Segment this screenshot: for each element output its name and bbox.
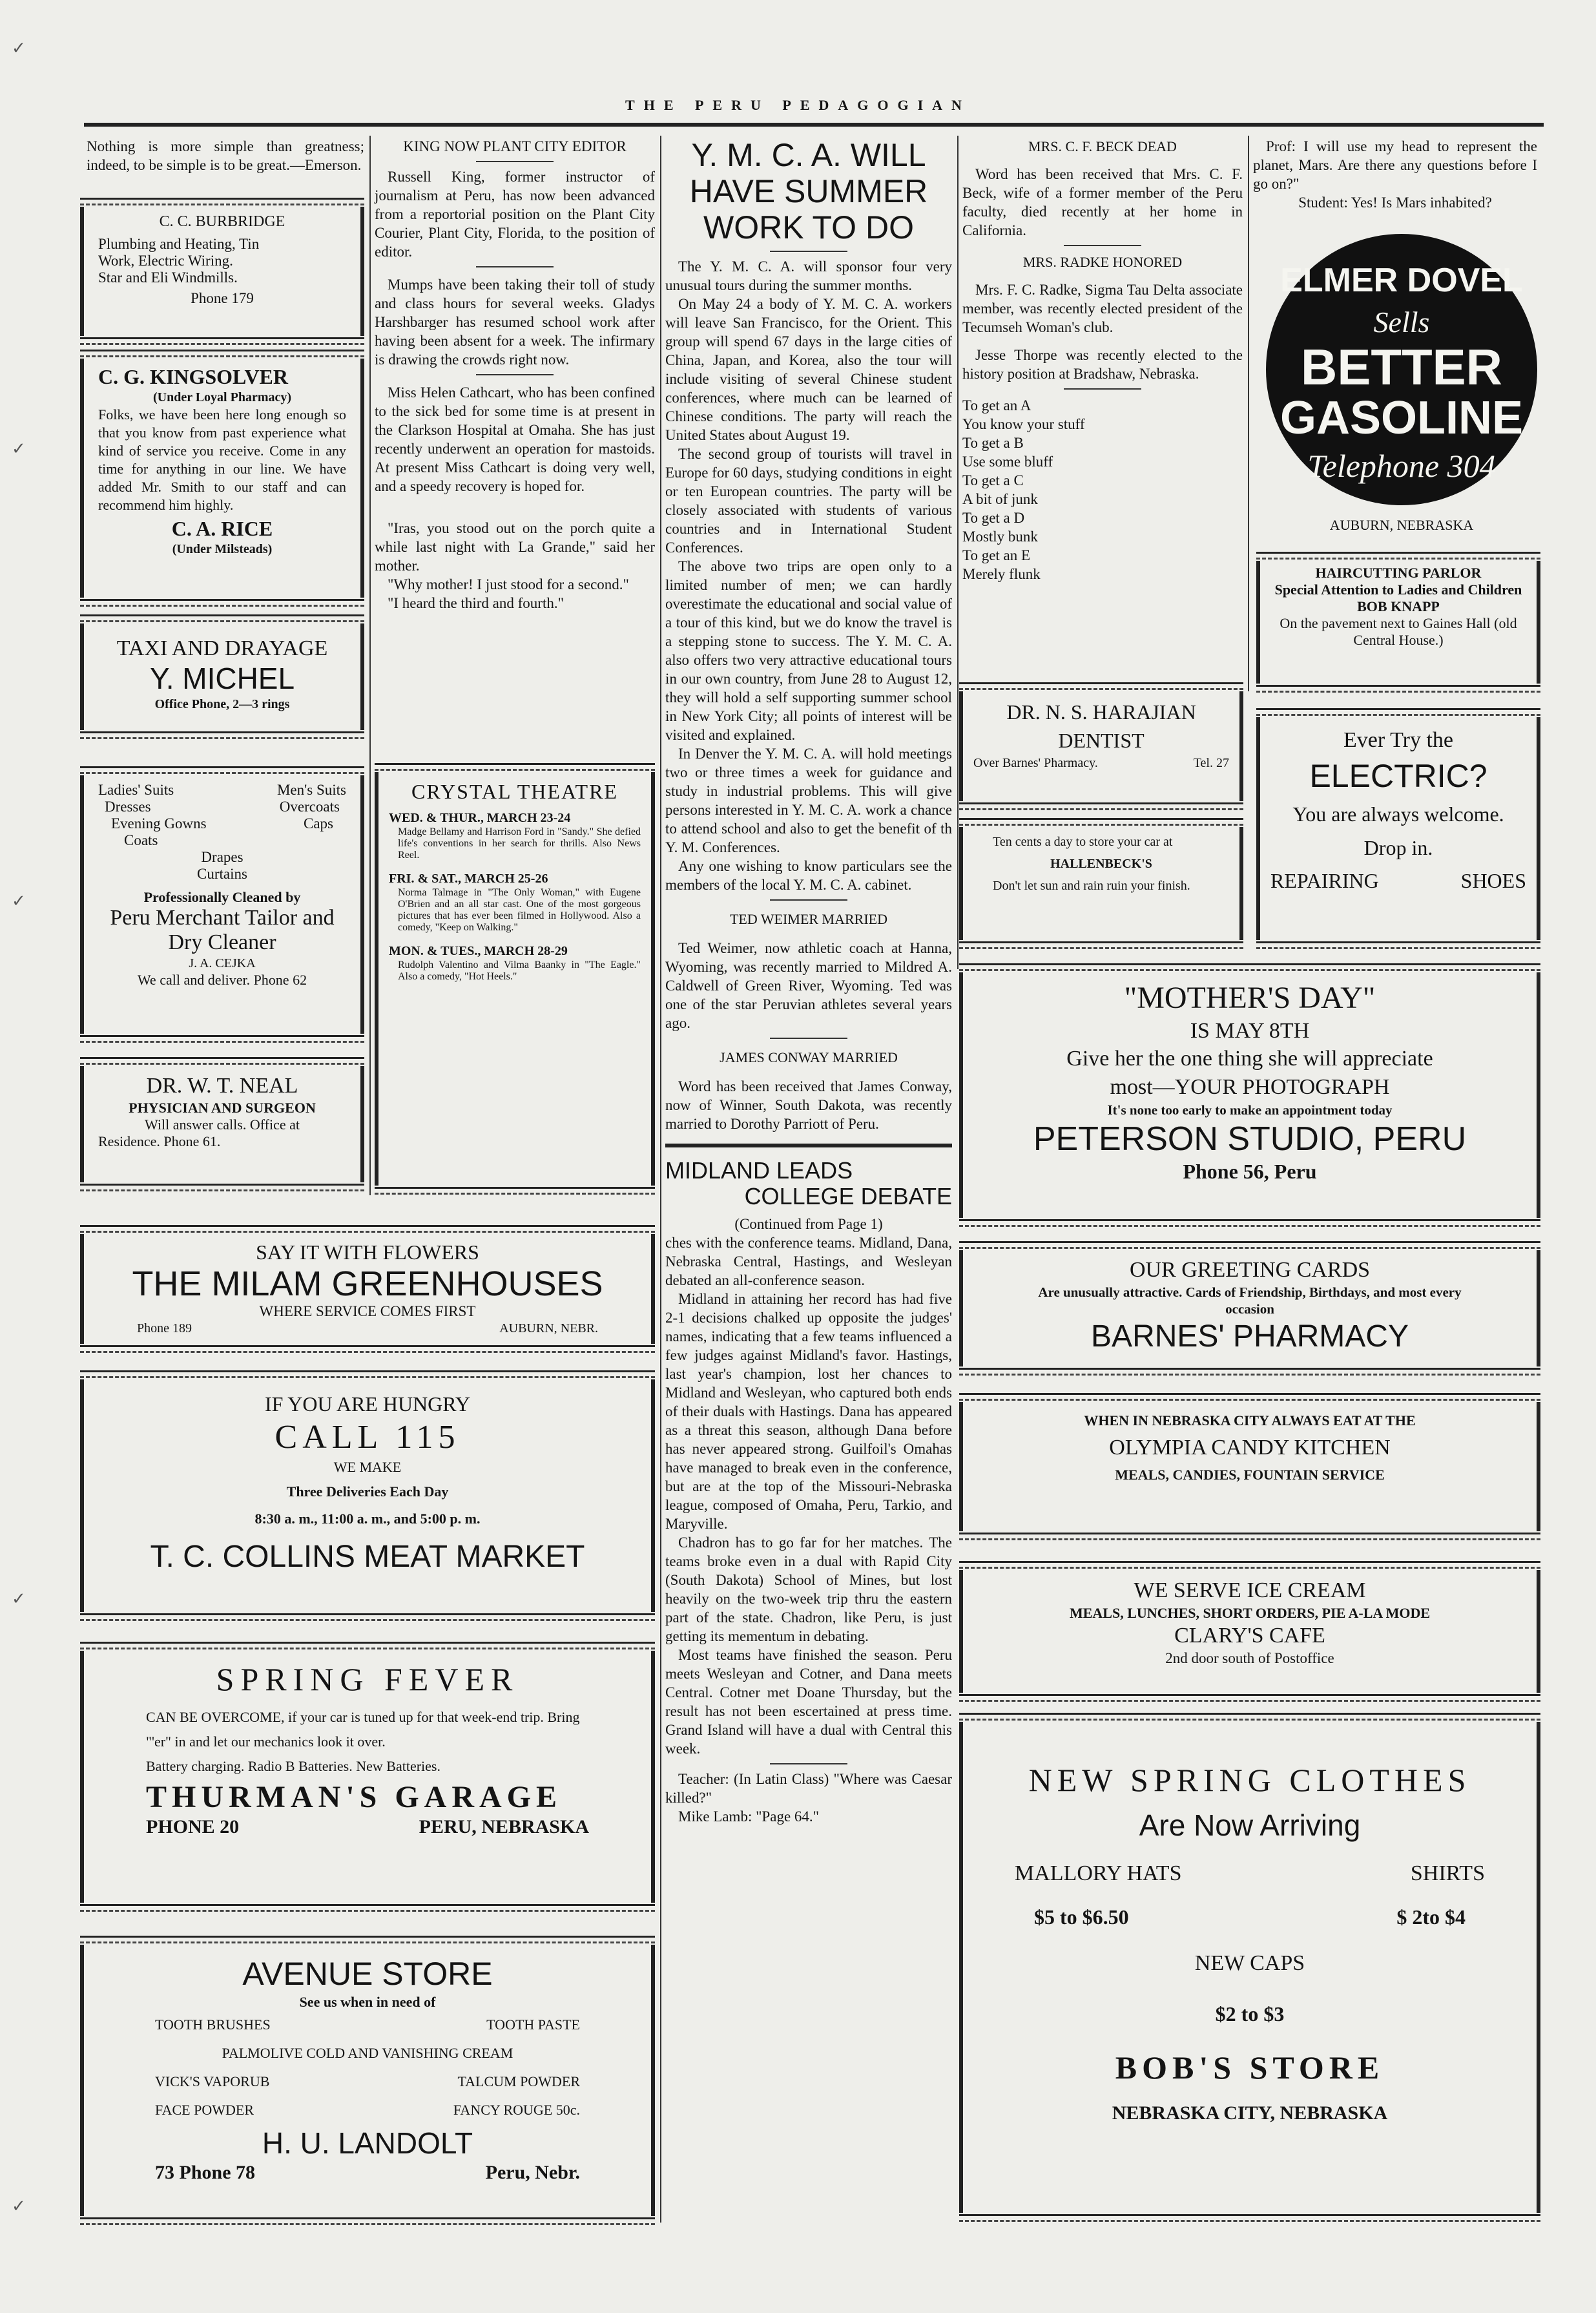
column-divider [660,136,661,2223]
ymca-paragraph: The above two trips are open only to a limited number of men; we can hardly overestimate the educational and social value of a tour of this kind, but we do know the travel is a stepping stone to success. The Y. M. C. A. also offers two very attractive educational tours in our own country, from June 28 to August 12, they will hold a self supporting summer school in New York City; all points of interest will be visited and explained. [665,558,952,743]
kingsolver-sub: (Under Loyal Pharmacy) [152,390,292,404]
collins-hours: 8:30 a. m., 11:00 a. m., and 5:00 p. m. [254,1511,481,1527]
ymca-paragraph: The Y. M. C. A. will sponsor four very unusual tours during the summer months. [665,258,952,293]
dovel-line: ELMER DOVEL [1280,262,1523,299]
bobs-name: BOB'S STORE [1115,2049,1385,2086]
neal-line: Residence. Phone 61. [98,1133,221,1149]
burbridge-name: C. C. BURBRIDGE [159,213,285,230]
avenue-location: Peru, Nebr. [485,2162,580,2183]
clary-line: WE SERVE ICE CREAM [1134,1578,1366,1602]
ymca-paragraph: The second group of tourists will travel in Europe for 60 days, studying conditions in eight or ten European countries. The party will be closely associated with students of various countries and in International Student Conferences. [665,446,952,556]
margin-mark: ✓ [12,1589,26,1608]
taxi-name: Y. MICHEL [149,662,295,695]
electric-shoe-ad [1256,717,1540,940]
collins-call: CALL 115 [275,1419,461,1456]
electric-line: You are always welcome. Drop in. [1292,802,1504,859]
taxi-title: TAXI AND DRAYAGE [116,636,328,660]
electric-name: ELECTRIC? [1309,758,1487,794]
hallenbeck-line: Don't let sun and rain ruin your finish. [993,879,1190,893]
ymca-paragraph: On May 24 a body of Y. M. C. A. workers will leave San Francisco, for the Orient. This group will spend 67 days in the large cities of China, Japan, and Korea, also the tour will include visiting of several Chinese student conferences, where much can be learned of Chinese conditions. The party will reach the United States about August 19. [665,296,952,443]
crystal-date: FRI. & SAT., MARCH 25-26 [389,872,548,886]
midland-paragraph: Chadron has to go far for her matches. The teams broke even in a dual with Rapid City (South Dakota) School of Mines, but lost heavily on the two-week trip thru the eastern part of the state. Chadron, like Peru, is just getting its mementum in debating. [665,1534,952,1644]
bobs-store-ad [959,1722,1540,2213]
crystal-feature: Norma Talmage in "The Only Woman," with Eugene O'Brien and an all star cast. One of the most gorgeous pictures that has ever been filmed in Hollywood. Also a comedy, "Keep on Walking." [398,887,641,933]
poem-line: You know your stuff [962,416,1085,432]
caesar-joke: Teacher: (In Latin Class) "Where was Caesar killed?" [665,1771,952,1806]
bobs-line: Are Now Arriving [1139,1808,1361,1842]
avenue-phone: 73 Phone 78 [155,2162,256,2183]
thurman-phone: PHONE 20 [146,1816,240,1837]
hair-name: BOB KNAPP [1357,598,1440,614]
hair-title: HAIRCUTTING PARLOR [1315,565,1482,581]
king-headline: KING NOW PLANT CITY EDITOR [403,138,627,154]
margin-mark: ✓ [12,892,26,910]
collins-line: IF YOU ARE HUNGRY [265,1392,470,1416]
radke-headline: MRS. RADKE HONORED [1022,254,1183,270]
crystal-feature: Madge Bellamy and Harrison Ford in "Sandy." She defied life's conventions in her search for thrills. Also News Reel. [398,826,641,861]
column-divider [369,136,371,1195]
poem-line: To get an A [962,397,1031,413]
collins-line: WE MAKE [333,1459,402,1475]
poem-line: Merely flunk [962,566,1041,582]
harajian-name: DR. N. S. HARAJIAN [1006,700,1196,724]
burbridge-line: Plumbing and Heating, Tin [98,236,260,252]
avenue-item: FACE POWDER [155,2102,254,2118]
column-3 [665,137,952,1826]
poem-line: A bit of junk [962,491,1038,507]
bobs-price: $5 to $6.50 [1034,1905,1129,1929]
margin-mark: ✓ [12,39,26,58]
thurman-ad [80,1651,655,1903]
thurman-body: CAN BE OVERCOME, if your car is tuned up for that week-end trip. Bring "'er" in and let our mechanics look it over. [146,1709,580,1750]
tailor-item: Curtains [197,866,247,882]
milam-line: WHERE SERVICE COMES FIRST [259,1303,476,1319]
poem-line: To get a C [962,472,1024,488]
tailor-item: Drapes [201,849,244,865]
crystal-date: WED. & THUR., MARCH 23-24 [389,811,571,825]
dovel-line: Telephone 304 [1307,448,1496,484]
tailor-name: Peru Merchant Tailor and Dry Cleaner [110,906,335,954]
column-divider [957,136,959,969]
poem-line: To get a D [962,510,1025,526]
clary-line: MEALS, LUNCHES, SHORT ORDERS, PIE A-LA MODE [1069,1605,1431,1621]
king-body: Russell King, former instructor of journalism at Peru, has now been advanced from a reportorial position on the Plant City Courier, Plant City, Florida, to the position of editor. [375,169,655,260]
milam-phone: Phone 189 [137,1321,192,1335]
taxi-ad [80,623,364,730]
tailor-item: Ladies' Suits [98,782,174,798]
neal-ad [80,1066,364,1182]
midland-headline: COLLEGE DEBATE [744,1183,952,1209]
crystal-title: CRYSTAL THEATRE [411,780,618,803]
tailor-clean: Professionally Cleaned by [143,889,301,905]
peterson-ad [959,972,1540,1218]
peterson-phone: Phone 56, Peru [1183,1160,1317,1183]
masthead-rule [84,123,1544,127]
milam-ad [80,1234,655,1344]
neal-line: Will answer calls. Office at [144,1116,300,1133]
column-1 [87,137,364,174]
electric-line: Ever Try the [1343,728,1453,752]
thurman-location: PERU, NEBRASKA [419,1816,589,1837]
mumps-item: Mumps have been taking their toll of study and class hours for several weeks. Gladys Harshbarger has resumed school work after having been absent for a week. The infirmary is drawing the crowds right now. [375,277,655,368]
bobs-location: NEBRASKA CITY, NEBRASKA [1112,2102,1388,2124]
kingsolver-body: Folks, we have been here long enough so that you know from past experience what kind of service you receive. Come in any time for anything in our line. We have added Mr. Smith to our staff and can recommend him highly. [98,406,346,513]
tailor-ad [80,775,364,1034]
barnes-line: Are unusually attractive. Cards of Friendship, Birthdays, and most every occasion [1038,1284,1462,1317]
peterson-line: Give her the one thing she will appreciate [1066,1047,1433,1071]
clary-name: CLARY'S CAFE [1174,1624,1325,1648]
olympia-ad [959,1402,1540,1531]
dovel-line: BETTER [1301,339,1502,395]
kingsolver-name: C. G. KINGSOLVER [98,365,288,388]
dovel-line: GASOLINE [1280,392,1524,444]
barnes-name: BARNES' PHARMACY [1091,1319,1409,1354]
bobs-item: SHIRTS [1410,1861,1485,1885]
midland-headline: MIDLAND LEADS [665,1157,853,1184]
poem-line: Mostly bunk [962,529,1038,545]
olympia-name: OLYMPIA CANDY KITCHEN [1109,1436,1391,1460]
tailor-deliver: We call and deliver. Phone 62 [137,972,307,988]
harajian-title: DENTIST [1058,729,1145,752]
avenue-item: FANCY ROUGE 50c. [453,2102,580,2118]
burbridge-ad [80,207,364,336]
harajian-address: Over Barnes' Pharmacy. [973,756,1098,770]
collins-ad [80,1379,655,1612]
cathcart-item: Miss Helen Cathcart, who has been confined to the sick bed for some time is at present in the Clarkson Hospital at Omaha. She has just recently underwent an operation for mastoids. At present Miss Cathcart is doing very well, and a speedy recovery is hoped for. [375,384,655,494]
avenue-store-ad [80,1945,655,2216]
midland-paragraph: Midland in attaining her record has had five 2-1 decisions chalked up opposite the judges' names, indicating that a few teams influenced a few judges against Midland's favor. Hastings, last year's champion, lost her chances to Midland and Wesleyan, who captured both ends of their duals with Hastings. Dana has appeared as a threat this season, although Dana before has never appeared strong. Guilfoil's Omahas have managed to break even in the conference, but are at the top of the Missouri-Nebraska league, composed of Omaha, Peru, Tarkio, and Maryville. [665,1291,952,1532]
burbridge-line: Work, Electric Wiring. [98,253,233,269]
collins-name: T. C. COLLINS MEAT MARKET [150,1540,585,1574]
avenue-owner: H. U. LANDOLT [262,2126,473,2160]
peterson-line: most—YOUR PHOTOGRAPH [1110,1075,1390,1099]
tailor-item: Evening Gowns [111,815,207,832]
barnes-ad [959,1250,1540,1366]
bobs-line: NEW SPRING CLOTHES [1028,1762,1471,1798]
peterson-line: "MOTHER'S DAY" [1124,981,1376,1015]
milam-location: AUBURN, NEBR. [499,1321,598,1335]
hair-line: Special Attention to Ladies and Children [1274,581,1522,598]
bobs-price: $2 to $3 [1215,2002,1285,2025]
crystal-date: MON. & TUES., MARCH 28-29 [389,944,568,958]
joke-line: "Iras, you stood out on the porch quite a while last night with La Grande," said her mother. [375,520,655,574]
tailor-item: Caps [304,815,333,832]
taxi-phone: Office Phone, 2—3 rings [154,697,290,711]
caesar-joke: Mike Lamb: "Page 64." [678,1808,820,1825]
clary-ad [959,1570,1540,1693]
tailor-item: Dresses [105,799,151,815]
neal-line: PHYSICIAN AND SURGEON [129,1100,316,1116]
thurman-body: Battery charging. Radio B Batteries. New Batteries. [146,1758,440,1774]
barnes-line: OUR GREETING CARDS [1129,1258,1371,1282]
radke-body: Mrs. F. C. Radke, Sigma Tau Delta associate member, was recently elected president of the Tecumseh Woman's club. [962,282,1243,335]
olympia-line: WHEN IN NEBRASKA CITY ALWAYS EAT AT THE [1084,1412,1416,1429]
collins-line: Three Deliveries Each Day [286,1483,449,1500]
midland-continued: (Continued from Page 1) [734,1216,883,1232]
margin-mark: ✓ [12,2197,26,2215]
beck-headline: MRS. C. F. BECK DEAD [1028,138,1177,154]
margin-mark: ✓ [12,439,26,458]
crystal-feature: Rudolph Valentino and Vilma Baanky in "The Eagle." Also a comedy, "Hot Heels." [398,959,641,982]
bobs-item: NEW CAPS [1194,1951,1305,1975]
dovel-location: AUBURN, NEBRASKA [1329,517,1474,533]
harajian-ad [959,691,1243,801]
conway-headline: JAMES CONWAY MARRIED [720,1049,898,1065]
burbridge-phone: Phone 179 [191,290,254,306]
ymca-headline: Y. M. C. A. WILL HAVE SUMMER WORK TO DO [689,137,928,246]
milam-name: THE MILAM GREENHOUSES [132,1264,603,1303]
neal-name: DR. W. T. NEAL [146,1074,298,1098]
midland-paragraph: ches with the conference teams. Midland, Dana, Nebraska Central, Hastings, and Wesleyan debated an all-conference season. [665,1235,952,1288]
thurman-headline: SPRING FEVER [216,1661,519,1697]
hallenbeck-ad [959,827,1243,940]
hallenbeck-line: Ten cents a day to store your car at [993,835,1173,849]
ymca-paragraph: Any one wishing to know particulars see the members of the local Y. M. C. A. cabinet. [665,858,952,893]
column-2 [375,137,655,612]
column-divider [1248,136,1249,691]
beck-body: Word has been received that Mrs. C. F. Beck, wife of a former member of the Peru faculty, died recently at her home in California. [962,166,1243,238]
avenue-item: TOOTH BRUSHES [155,2016,271,2033]
poem-line: To get an E [962,547,1031,563]
column-5 [1253,137,1537,212]
thurman-name: THURMAN'S GARAGE [146,1780,563,1814]
peterson-name: PETERSON STUDIO, PERU [1033,1120,1467,1158]
poem-line: Use some bluff [962,454,1053,470]
peterson-line: It's none too early to make an appointment today [1107,1102,1393,1118]
peterson-line: IS MAY 8TH [1190,1019,1310,1043]
thorpe-body: Jesse Thorpe was recently elected to the history position at Bradshaw, Nebraska. [962,347,1243,382]
dovel-line: Sells [1373,306,1430,339]
joke-line: "Why mother! I just stood for a second." [388,576,629,592]
bobs-item: MALLORY HATS [1015,1861,1182,1885]
conway-body: Word has been received that James Conway, now of Winner, South Dakota, was recently married to Dorothy Parriott of Peru. [665,1078,952,1132]
mars-joke: Student: Yes! Is Mars inhabited? [1298,194,1492,211]
rice-name: C. A. RICE [171,517,273,540]
avenue-name: AVENUE STORE [242,1956,493,1992]
bobs-price: $ 2to $4 [1396,1905,1466,1929]
electric-repairing: REPAIRING [1270,869,1379,892]
avenue-item: VICK'S VAPORUB [155,2073,270,2089]
clary-line: 2nd door south of Postoffice [1165,1650,1334,1666]
mars-joke: Prof: I will use my head to represent the planet, Mars. Are there any questions before I go on?" [1253,138,1537,192]
midland-paragraph: Most teams have finished the season. Peru meets Wesleyan and Cotner, and Dana meets Central. Cotner met Doane Thursday, but the result has not been escertained at press time. Grand Island will have a dual with Central this week. [665,1647,952,1757]
poem-line: To get a B [962,435,1024,451]
haircutting-ad [1256,561,1540,684]
milam-line: SAY IT WITH FLOWERS [256,1240,479,1264]
avenue-item: TOOTH PASTE [486,2016,580,2033]
kingsolver-ad [80,359,364,598]
dovel-gasoline-logo [1266,234,1537,505]
tailor-item: Coats [124,832,158,848]
grades-poem [962,396,1243,583]
ymca-paragraph: In Denver the Y. M. C. A. will hold meetings two or three times a week for guidance and study in industrial problems. This will give persons interested in Y. M. C. A. work a chance to attend school and also to get the benefit of th Y. M. Conferences. [665,746,952,855]
olympia-line: MEALS, CANDIES, FOUNTAIN SERVICE [1115,1467,1385,1483]
joke-line: "I heard the third and fourth." [388,595,564,611]
tailor-item: Men's Suits [276,782,346,798]
weimer-body: Ted Weimer, now athletic coach at Hanna, Wyoming, was recently married to Mildred A. Caldwell of Green River, Wyoming. Ted was one of the star Peruvian athletes several years ago. [665,940,952,1031]
hair-line: On the pavement next to Gaines Hall (old Central House.) [1280,615,1517,648]
weimer-headline: TED WEIMER MARRIED [729,911,888,927]
hallenbeck-name: HALLENBECK'S [1050,857,1152,871]
burbridge-line: Star and Eli Windmills. [98,269,238,286]
emerson-quote: Nothing is more simple than greatness; indeed, to be simple is to be great.—Emerson. [87,138,364,173]
tailor-owner: J. A. CEJKA [189,956,256,970]
masthead: THE PERU PEDAGOGIAN [625,97,971,113]
avenue-line: See us when in need of [299,1994,436,2010]
crystal-theatre-ad [375,772,655,1186]
avenue-item: PALMOLIVE COLD AND VANISHING CREAM [222,2045,513,2061]
rice-sub: (Under Milsteads) [172,542,273,556]
column-4 [962,137,1243,583]
electric-shoes: SHOES [1460,869,1526,892]
avenue-item: TALCUM POWDER [457,2073,580,2089]
harajian-tel: Tel. 27 [1193,756,1229,770]
tailor-item: Overcoats [279,799,340,815]
